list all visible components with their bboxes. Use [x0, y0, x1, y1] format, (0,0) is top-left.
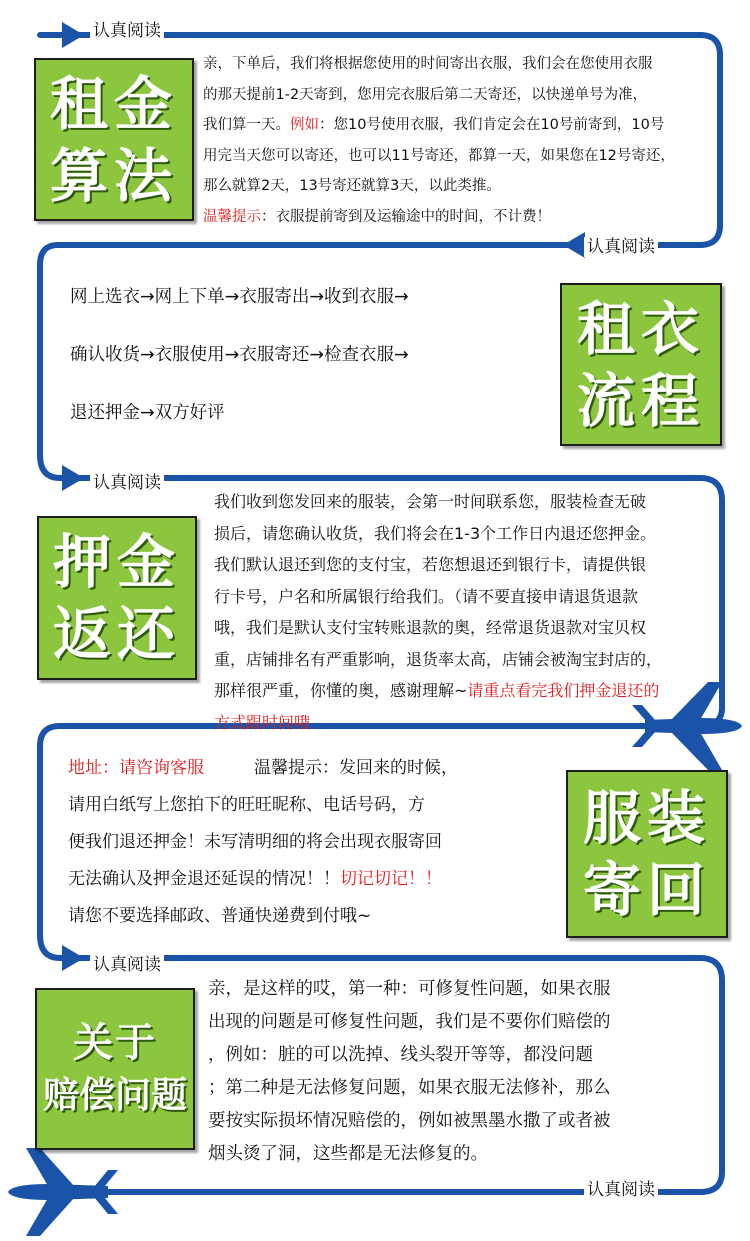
read-label-1: 认真阅读	[90, 21, 164, 41]
section-flow-title-line1: 租衣	[576, 294, 705, 363]
text-line: 请用白纸写上您拍下的旺旺昵称、电话号码，方	[68, 795, 425, 815]
text-line: 重，店铺排名有严重影响，退货率太高，店铺会被淘宝封店的，	[214, 649, 663, 669]
text-line: 行卡号，户名和所属银行给我们。（请不要直接申请退货退款	[214, 586, 639, 606]
text-line: 无法确认及押金退还延误的情况！！切记切记！！	[68, 869, 442, 889]
section-rent-title-line2: 算法	[49, 141, 178, 210]
important-note-cont: 方式跟时间哦	[214, 712, 311, 732]
read-label-4: 认真阅读	[90, 955, 164, 975]
text-line: 请您不要选择邮政、普通快递费到付哦~	[68, 906, 372, 926]
read-label-3: 认真阅读	[90, 473, 164, 493]
section-flow-title-line2: 流程	[576, 366, 705, 435]
example-label: 例如	[290, 117, 319, 133]
section-return-title-line2: 寄回	[582, 856, 711, 924]
arrow-head-2	[563, 232, 585, 258]
section-deposit-title-line2: 返还	[52, 600, 181, 668]
text-line: 我们算一天。例如：您10号使用衣服，我们肯定会在10号前寄到，10号	[203, 117, 665, 133]
address-line	[68, 750, 458, 787]
tip-line: 温馨提示：衣服提前寄到及运输途中的时间，不计费！	[203, 208, 551, 225]
section-return-title-line1: 服装	[582, 784, 711, 852]
tip-label: 温馨提示	[203, 208, 261, 225]
flow-step-line: 退还押金→双方好评	[70, 403, 225, 423]
arrow-head-3	[62, 465, 84, 491]
text-line: 亲，下单后，我们将根据您使用的时间寄出衣服，我们会在您使用衣服	[203, 56, 653, 72]
text-line: ，例如：脏的可以洗掉、线头裂开等等，都没问题	[208, 1045, 593, 1065]
address-label: 地址：请咨询客服	[68, 758, 204, 778]
text-line: 我们默认退还到您的支付宝，若您想退还到银行卡，请提供银	[214, 555, 647, 574]
section-compensation-title-box	[35, 988, 195, 1150]
important-note: 请重点看完我们押金退还的	[467, 681, 660, 700]
flow-step-line: 确认收货→衣服使用→衣服寄还→检查衣服→	[70, 345, 409, 365]
section-return-title-box	[566, 770, 728, 938]
text-line: 损后，请您确认收货，我们将会在1-3个工作日内退还您押金。	[214, 523, 657, 543]
section-return-text	[68, 750, 458, 935]
text-line: ；第二种是无法修复问题，如果衣服无法修补，那么	[208, 1078, 611, 1098]
text-line: 烟头烫了洞，这些都是无法修复的。	[208, 1144, 488, 1164]
text-line: 哦，我们是默认支付宝转账退款的奥，经常退货退款对宝贝权	[214, 618, 647, 637]
section-deposit-title-line1: 押金	[52, 528, 181, 596]
section-flow-title-box	[560, 283, 722, 446]
text-line: 的那天提前1-2天寄到，您用完衣服后第二天寄还，以快递单号为准，	[203, 86, 648, 103]
section-deposit-title-box	[37, 516, 197, 680]
section-deposit-text	[214, 486, 662, 738]
section-rent-text	[203, 49, 675, 232]
section-compensation-title-big: 赔偿问题	[42, 1074, 187, 1116]
section-flow-steps	[70, 268, 409, 442]
text-line: 要按实际损坏情况赔偿的，例如被黑墨水撒了或者被	[208, 1111, 611, 1131]
warm-tip: 温馨提示：发回来的时候，	[254, 758, 458, 778]
text-line: 出现的问题是可修复性问题，我们是不要你们赔偿的	[208, 1012, 611, 1032]
remember-note: 切记切记！！	[340, 869, 442, 889]
flow-step-line: 网上选衣→网上下单→衣服寄出→收到衣服→	[70, 287, 409, 307]
airplane-icon	[8, 1148, 118, 1236]
section-compensation-title-small: 关于	[73, 1019, 157, 1066]
read-label-5: 认真阅读	[584, 1180, 658, 1200]
arrow-head-4	[62, 945, 84, 971]
text-line: 用完当天您可以寄还，也可以11号寄还，都算一天，如果您在12号寄还，	[203, 147, 675, 164]
read-label-2: 认真阅读	[584, 237, 658, 257]
text-line: 那么就算2天，13号寄还就算3天，以此类推。	[203, 178, 501, 194]
text-line: 亲，是这样的哎，第一种：可修复性问题，如果衣服	[208, 979, 611, 999]
arrow-head-1	[62, 22, 84, 48]
section-compensation-text	[208, 973, 611, 1171]
text-line: 我们收到您发回来的服装，会第一时间联系您，服装检查无破	[214, 492, 647, 511]
section-rent-title-box	[34, 58, 194, 221]
section-rent-title-line1: 租金	[49, 69, 178, 138]
text-line: 便我们退还押金！未写清明细的将会出现衣服寄回	[68, 832, 442, 852]
text-line: 那样很严重，你懂的奥，感谢理解~请重点看完我们押金退还的	[214, 681, 660, 700]
